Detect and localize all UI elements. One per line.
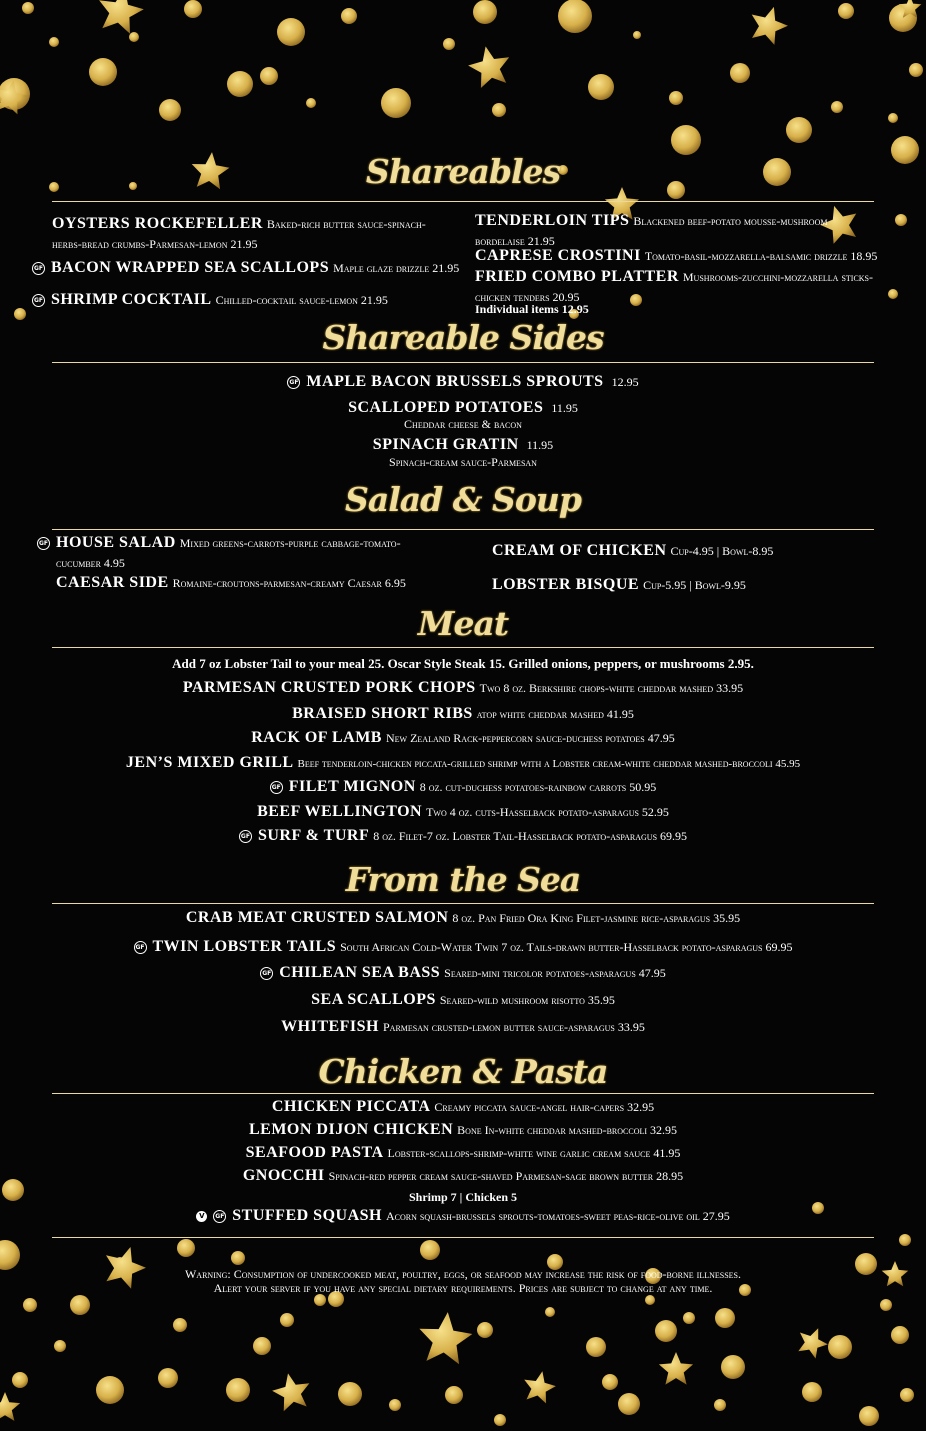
item-name: FILET MIGNON	[288, 778, 416, 795]
menu-item-pasta	[0, 1144, 926, 1162]
gold-dot	[888, 113, 898, 123]
gold-dot	[231, 1251, 245, 1265]
gold-dot	[23, 1298, 37, 1312]
section-heading-salad-soup: Salad & Soup	[345, 480, 581, 519]
divider	[52, 903, 874, 904]
item-desc: Cheddar cheese & bacon	[404, 417, 522, 431]
menu-item-sea	[0, 938, 926, 956]
section-heading-chicken-pasta: Chicken & Pasta	[318, 1052, 608, 1091]
item-name: BACON WRAPPED SEA SCALLOPS	[51, 259, 330, 276]
menu-item-meat	[0, 679, 926, 697]
item-desc: Mushrooms-zucchini-mozzarella sticks-	[682, 270, 874, 284]
gluten-free-icon: GF	[134, 941, 147, 954]
gold-dot	[226, 1378, 250, 1402]
gold-dot	[420, 1240, 440, 1260]
gold-star	[419, 1312, 472, 1364]
item-name: CHILEAN SEA BASS	[279, 964, 441, 981]
section-heading-meat: Meat	[417, 604, 509, 643]
menu-item-oysters	[52, 215, 426, 233]
gold-dot	[177, 1239, 195, 1257]
item-name: TENDERLOIN TIPS	[475, 212, 630, 229]
gold-dot	[888, 289, 898, 299]
gold-star	[798, 1328, 828, 1358]
item-name: SPINACH GRATIN	[372, 436, 519, 453]
item-desc: Baked-rich butter sauce-spinach-	[266, 217, 426, 231]
gold-dot	[880, 1299, 892, 1311]
gold-dot	[314, 1294, 326, 1306]
gold-dot	[158, 1368, 178, 1388]
menu-item-pasta	[0, 1207, 926, 1225]
gold-dot	[891, 1326, 909, 1344]
item-desc: Two 8 oz. Berkshire chops-white cheddar mashed 33.95	[479, 681, 744, 695]
item-desc: Cup-5.95 | Bowl-9.95	[643, 578, 746, 592]
item-desc-cont: herbs-bread crumbs-Parmesan-lemon 21.95	[52, 237, 258, 251]
gold-star	[99, 0, 144, 34]
gold-dot	[714, 1399, 726, 1411]
gold-dot	[280, 1313, 294, 1327]
gluten-free-icon: GF	[32, 294, 45, 307]
menu-item-cream-chicken	[492, 542, 773, 560]
item-name: BEEF WELLINGTON	[257, 803, 423, 820]
item-name: SCALLOPED POTATOES	[348, 399, 544, 416]
gold-dot	[633, 31, 641, 39]
gold-dot	[54, 1340, 66, 1352]
gold-dot	[558, 0, 592, 33]
menu-item-scallops	[32, 259, 459, 277]
gluten-free-icon: GF	[32, 262, 45, 275]
item-desc: Seared-mini tricolor potatoes-asparagus 47.95	[444, 966, 666, 980]
item-price: 11.95	[526, 438, 554, 452]
item-desc: 8 oz. Filet-7 oz. Lobster Tail-Hasselback potato-asparagus 69.95	[373, 829, 688, 843]
gold-dot	[306, 98, 316, 108]
gold-dot	[492, 103, 506, 117]
gold-star	[752, 7, 788, 45]
section-heading-shareables: Shareables	[365, 152, 561, 191]
item-desc: Parmesan crusted-lemon butter sauce-asparagus 33.95	[383, 1020, 645, 1034]
menu-item-sea	[0, 1018, 926, 1036]
gold-dot	[89, 58, 117, 86]
item-desc: Cup-4.95 | Bowl-8.95	[670, 544, 774, 558]
item-desc: Spinach-cream sauce-Parmesan	[389, 455, 537, 469]
item-desc: Romaine-croutons-parmesan-creamy Caesar 6.95	[172, 576, 406, 590]
gold-star	[0, 1392, 20, 1421]
item-name: MAPLE BACON BRUSSELS SPROUTS	[306, 373, 604, 390]
item-desc: Maple glaze drizzle 21.95	[333, 261, 460, 275]
gold-dot	[227, 71, 253, 97]
vegetarian-icon: V	[196, 1211, 207, 1222]
menu-item-sea	[0, 909, 926, 927]
gold-dot	[389, 1399, 401, 1411]
menu-item-crostini	[475, 247, 877, 265]
item-name: GNOCCHI	[242, 1167, 325, 1184]
item-name: PARMESAN CRUSTED PORK CHOPS	[182, 679, 476, 696]
menu-item-meat	[0, 778, 926, 796]
gluten-free-icon: GF	[239, 830, 252, 843]
item-desc: 8 oz. Pan Fried Ora King Filet-jasmine rice-asparagus 35.95	[452, 911, 741, 925]
gold-dot	[645, 1295, 655, 1305]
item-name: TWIN LOBSTER TAILS	[152, 938, 337, 955]
gold-dot	[253, 1337, 271, 1355]
gold-dot	[184, 0, 202, 18]
menu-item-brussels	[0, 373, 926, 391]
gold-dot	[588, 74, 614, 100]
item-desc-cont: cucumber 4.95	[56, 556, 125, 570]
gold-dot	[96, 1376, 124, 1404]
gold-star	[659, 1352, 693, 1385]
menu-item-pasta	[0, 1121, 926, 1139]
item-name: LOBSTER BISQUE	[492, 576, 640, 593]
gold-dot	[494, 1414, 506, 1426]
gold-dot	[49, 37, 59, 47]
item-name: OYSTERS ROCKEFELLER	[52, 215, 263, 232]
item-desc: Tomato-basil-mozzarella-balsamic drizzle 18.95	[644, 249, 878, 263]
item-note: Individual items 12.95	[475, 302, 589, 316]
gold-dot	[443, 38, 455, 50]
menu-item-caesar	[56, 574, 406, 592]
gold-dot	[669, 91, 683, 105]
gluten-free-icon: GF	[270, 781, 283, 794]
menu-item-spinach	[0, 436, 926, 454]
divider	[52, 1237, 874, 1238]
gold-dot	[173, 1318, 187, 1332]
item-desc: Chilled-cocktail sauce-lemon 21.95	[215, 293, 388, 307]
gold-dot	[831, 101, 843, 113]
item-desc: atop white cheddar mashed 41.95	[476, 707, 634, 721]
item-name: HOUSE SALAD	[56, 534, 176, 551]
gold-dot	[338, 1382, 362, 1406]
gold-dot	[22, 2, 34, 14]
item-name: JEN’S MIXED GRILL	[125, 754, 294, 771]
item-desc-cont: bordelaise 21.95	[475, 234, 555, 248]
gold-dot	[341, 8, 357, 24]
item-desc: Blackened beef-potato mousse-mushroom	[633, 214, 828, 228]
gold-dot	[12, 1372, 28, 1388]
menu-item-meat	[0, 827, 926, 845]
gold-dot	[838, 3, 854, 19]
gold-dot	[473, 0, 497, 24]
gold-dot	[786, 117, 812, 143]
gold-dot	[721, 1355, 745, 1379]
item-name: LEMON DIJON CHICKEN	[248, 1121, 454, 1138]
gold-dot	[618, 1393, 640, 1415]
gold-dot	[730, 63, 750, 83]
gold-dot	[909, 63, 923, 77]
divider	[52, 1093, 874, 1094]
menu-item-meat	[0, 729, 926, 747]
gold-dot	[802, 1382, 822, 1402]
item-name: SHRIMP COCKTAIL	[51, 291, 212, 308]
item-name: STUFFED SQUASH	[232, 1207, 382, 1224]
gold-dot	[895, 214, 907, 226]
menu-item-pasta	[0, 1098, 926, 1116]
item-desc: South African Cold-Water Twin 7 oz. Tails-drawn butter-Hasselback potato-asparagus 69.95	[340, 940, 793, 954]
menu-item-meat	[0, 803, 926, 821]
item-desc: Seared-wild mushroom risotto 35.95	[439, 993, 615, 1007]
warning-line: Warning: Consumption of undercooked meat, poultry, eggs, or seafood may increase the risk of food-borne illnesses.	[184, 1267, 741, 1281]
divider	[52, 647, 874, 648]
gold-dot	[445, 1386, 463, 1404]
gold-dot	[70, 1295, 90, 1315]
gold-star	[524, 1371, 556, 1403]
item-desc: Acorn squash-brussels sprouts-tomatoes-sweet peas-rice-olive oil 27.95	[385, 1209, 730, 1223]
gluten-free-icon: GF	[213, 1210, 226, 1223]
item-desc: 8 oz. cut-duchess potatoes-rainbow carrots 50.95	[419, 780, 657, 794]
gold-star	[468, 46, 509, 88]
gold-dot	[545, 1307, 555, 1317]
item-name: FRIED COMBO PLATTER	[475, 268, 679, 285]
menu-item-meat	[0, 705, 926, 723]
menu-item-tenderloin	[475, 212, 827, 230]
gold-dot	[0, 1240, 20, 1270]
item-desc: Mixed greens-carrots-purple cabbage-tomato-	[179, 536, 401, 550]
item-name: WHITEFISH	[281, 1018, 379, 1035]
item-price: 12.95	[611, 375, 639, 389]
menu-item-pasta	[0, 1167, 926, 1185]
item-desc-cont: chicken tenders 20.95	[475, 290, 580, 304]
item-name: CRAB MEAT CRUSTED SALMON	[185, 909, 449, 926]
section-heading-sides: Shareable Sides	[322, 318, 604, 357]
gold-dot	[900, 1388, 914, 1402]
gold-dot	[671, 125, 701, 155]
item-name: CREAM OF CHICKEN	[492, 542, 667, 559]
gold-dot	[715, 1308, 735, 1328]
menu-item-sea	[0, 964, 926, 982]
section-heading-sea: From the Sea	[345, 860, 581, 899]
gold-dot	[129, 32, 139, 42]
item-name: BRAISED SHORT RIBS	[292, 705, 473, 722]
warning-line: Alert your server if you have any special dietary requirements. Prices are subject to change at any time.	[213, 1281, 713, 1295]
gold-dot	[260, 67, 278, 85]
menu-item-lobster-bisque	[492, 576, 746, 594]
gold-dot	[602, 1374, 618, 1390]
item-desc: Creamy piccata sauce-angel hair-capers 32.95	[434, 1100, 655, 1114]
menu-item-shrimp	[32, 291, 388, 309]
gluten-free-icon: GF	[287, 376, 300, 389]
gluten-free-icon: GF	[37, 537, 50, 550]
gluten-free-icon: GF	[260, 967, 273, 980]
menu-item-house-salad	[37, 534, 401, 552]
item-price: 11.95	[551, 401, 578, 415]
item-name: CHICKEN PICCATA	[271, 1098, 431, 1115]
gold-dot	[381, 88, 411, 118]
gold-dot	[899, 1234, 911, 1246]
menu-item-meat	[0, 754, 926, 772]
gold-dot	[277, 18, 305, 46]
divider	[52, 529, 874, 530]
gold-dot	[828, 1335, 852, 1359]
divider	[52, 201, 874, 202]
gold-dot	[159, 99, 181, 121]
meat-addons-note: Add 7 oz Lobster Tail to your meal 25. Oscar Style Steak 15. Grilled onions, peppers, or mushrooms 2.95.	[172, 656, 754, 671]
menu-item-sea	[0, 991, 926, 1009]
gold-dot	[683, 1312, 695, 1324]
gold-dot	[586, 1337, 606, 1357]
gold-dot	[655, 1320, 677, 1342]
item-name: RACK OF LAMB	[251, 729, 382, 746]
item-name: CAESAR SIDE	[56, 574, 169, 591]
gold-star	[272, 1373, 309, 1411]
menu-item-potatoes	[0, 399, 926, 417]
item-name: SEAFOOD PASTA	[245, 1144, 384, 1161]
gold-dot	[477, 1322, 493, 1338]
divider	[52, 362, 874, 363]
item-desc: New Zealand Rack-peppercorn sauce-duchess potatoes 47.95	[385, 731, 675, 745]
item-desc: Two 4 oz. cuts-Hasselback potato-asparagus 52.95	[426, 805, 669, 819]
gold-dot	[859, 1406, 879, 1426]
pasta-addons-note: Shrimp 7 | Chicken 5	[409, 1190, 517, 1204]
item-name: SEA SCALLOPS	[311, 991, 436, 1008]
item-desc: Bone In-white cheddar mashed-broccoli 32.95	[457, 1123, 678, 1137]
gold-dot	[630, 294, 642, 306]
item-desc: Beef tenderloin-chicken piccata-grilled shrimp with a Lobster cream-white cheddar mashed-broccoli 45.95	[297, 758, 801, 770]
item-desc: Spinach-red pepper cream sauce-shaved Parmesan-sage brown butter 28.95	[328, 1169, 684, 1183]
item-name: SURF & TURF	[257, 827, 370, 844]
menu-item-combo	[475, 268, 873, 286]
item-desc: Lobster-scallops-shrimp-white wine garlic cream sauce 41.95	[387, 1146, 681, 1160]
item-name: CAPRESE CROSTINI	[475, 247, 641, 264]
